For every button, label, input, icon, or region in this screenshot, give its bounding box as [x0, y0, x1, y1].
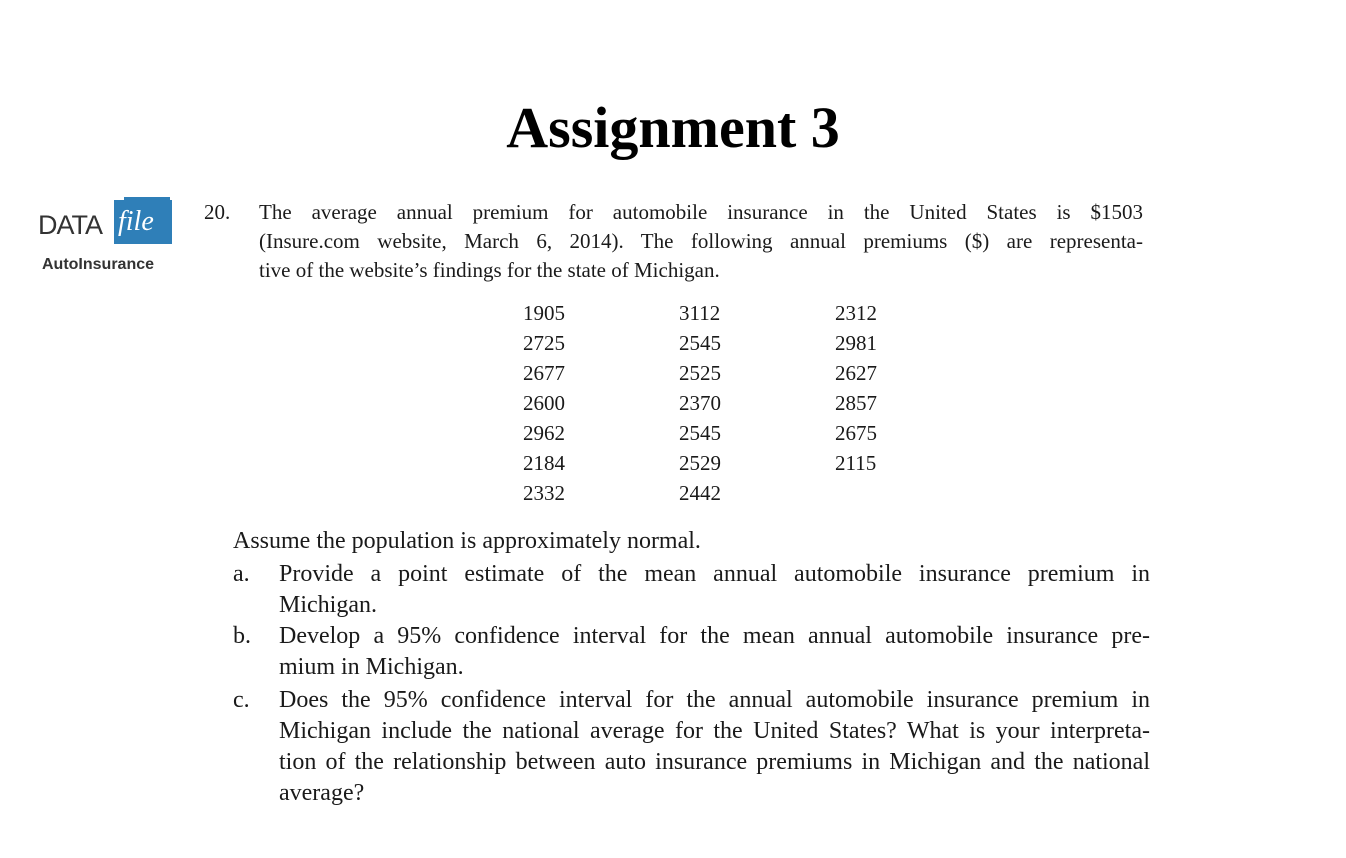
page-title: Assignment 3	[506, 95, 840, 160]
data-value: 2545	[679, 331, 721, 355]
data-value: 2981	[835, 331, 877, 355]
data-value: 2675	[835, 421, 877, 445]
problem-number: 20.	[204, 200, 231, 224]
problem-intro	[259, 198, 1143, 285]
data-value: 2600	[523, 391, 565, 415]
intro-line: The average annual premium for automobile insurance in the United States is $1503	[259, 200, 1143, 224]
question-line: Does the 95% confidence interval for the annual automobile insurance premium in	[279, 687, 1150, 713]
question-label: b.	[233, 623, 251, 649]
question-label: a.	[233, 561, 250, 587]
intro-line: tive of the website’s findings for the state of Michigan.	[259, 258, 720, 282]
datafile-data-word: DATA	[38, 210, 103, 240]
data-value: 2627	[835, 361, 877, 385]
data-value: 2529	[679, 451, 721, 475]
question-line: mium in Michigan.	[279, 654, 464, 680]
question-line: Develop a 95% confidence interval for the mean annual automobile insurance pre-	[279, 623, 1150, 649]
question-line: tion of the relationship between auto insurance premiums in Michigan and the national	[279, 749, 1150, 775]
data-value: 2184	[523, 451, 565, 475]
data-value: 2370	[679, 391, 721, 415]
data-column-1	[523, 298, 565, 508]
question-text	[279, 559, 1150, 621]
data-value: 2962	[523, 421, 565, 445]
data-value: 3112	[679, 301, 721, 325]
datafile-name: AutoInsurance	[42, 256, 155, 273]
data-value: 2725	[523, 331, 565, 355]
question-line: Michigan.	[279, 592, 377, 618]
data-column-3	[835, 298, 877, 478]
data-value: 2332	[523, 481, 565, 505]
question-line: average?	[279, 780, 365, 806]
assumption-text: Assume the population is approximately normal.	[233, 528, 701, 554]
data-value: 2525	[679, 361, 721, 385]
datafile-file-word: file	[118, 206, 154, 237]
question-text	[279, 685, 1150, 809]
question-line: Michigan include the national average for the United States? What is your interpreta-	[279, 718, 1150, 744]
data-value: 1905	[523, 301, 565, 325]
data-value: 2115	[835, 451, 877, 475]
data-value: 2677	[523, 361, 565, 385]
intro-line: (Insure.com website, March 6, 2014). The following annual premiums ($) are representa-	[259, 229, 1143, 253]
question-label: c.	[233, 687, 250, 713]
data-value: 2442	[679, 481, 721, 505]
data-value: 2545	[679, 421, 721, 445]
data-column-2	[679, 298, 721, 508]
data-value: 2857	[835, 391, 877, 415]
question-text	[279, 621, 1150, 683]
question-line: Provide a point estimate of the mean annual automobile insurance premium in	[279, 561, 1150, 587]
data-value: 2312	[835, 301, 877, 325]
